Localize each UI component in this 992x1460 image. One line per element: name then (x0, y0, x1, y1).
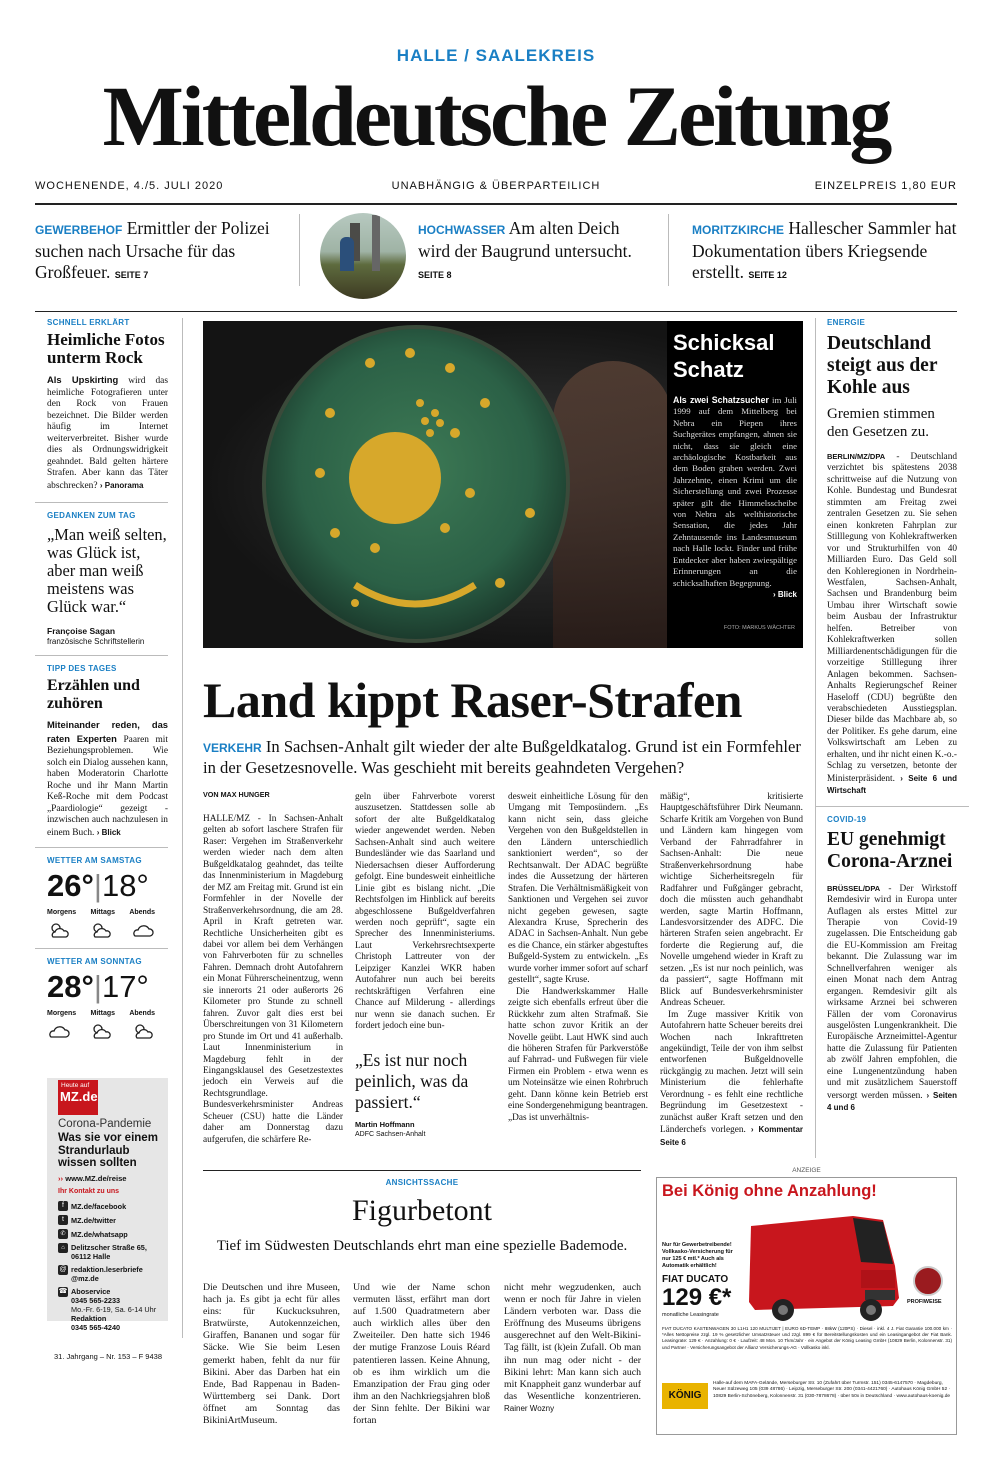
article-col-3: desweit einheitliche Lösung für den Umgang mit Temposündern. „Es kann nicht sein, dass gleiche Vergehen von den Bußgeldstellen in den Ländern unterschiedlich sanktioniert werden“, so der Rechtsanwalt. Der ADAC begrüßte indes die Aussetzung der härteren Strafen. Die Verhältnismäßigkeit von Sanktionen und Vergehen sei zuvor nicht gegeben gewesen, sagte Alexandra Kruse, Sprecherin des ADAC in Sachsen-Anhalt. Nun gebe es die Chance, ein stärker abgestuftes Bußgeld-System zu entwickeln. „Es wurde vorher immer sofort auf scharf gestellt“, sagte Kruse. Die Handwerkskammer Halle zeigte sich ebenfalls erfreut über die Rückkehr zum alten Strafmaß. Sie hatte schon zuvor Kritik an der Novelle geübt. Laut HWK sind auch die höheren Strafen für Parkverstöße auf Fahrrad- und Fußwegen für viele Firmen ein Problem - etwa wenn es um Noteinsätze wie einen Rohrbruch geht. Dann könne kein Betrieb erst eine Sondergenehmigung beantragen. „Das ist unverhältnis- (508, 792, 649, 1123)
teaser-ref: SEITE 7 (114, 270, 149, 280)
temp-low: 18° (101, 868, 149, 903)
contact-title: Ihr Kontakt zu uns (58, 1188, 120, 1195)
contact-abo: ☎ Aboservice 0345 565-2233 Mo.-Fr. 6-19, Sa. 6-14 Uhr Redaktion 0345 565-4240 (58, 1287, 157, 1332)
mail-icon: @ (59, 1266, 67, 1273)
teaser-gewerbehof[interactable] (35, 218, 275, 286)
sun-cloud-icon (131, 1021, 155, 1041)
contact-email[interactable]: @ redaktion.leserbriefe @mz.de (59, 1265, 143, 1283)
sun-cloud-icon (47, 920, 71, 940)
dealer-logo: KÖNIG (662, 1383, 708, 1409)
article-title[interactable]: Deutschland steigt aus der Kohle aus (827, 333, 938, 398)
section-kicker: ENERGIE (827, 318, 866, 327)
section-kicker: GEDANKEN ZUM TAG (47, 511, 136, 520)
dealer-text: Halle-auf dem MAFA-Gelände, Merseburger Str. 10 (Zufahrt über Turmstr. 151) 0345-6147570 · Magdeburg, Neuer Sülzeweg 105 (039 48786) · Leipzig, Merseburger Str. 200 (0341-4421760) · Autohaus König GmbH 52 · 10829 Berlin-Schöneberg, Kolonnenstr. 31 (030-7878678) · über 50x in Deutschland · www.autohaus-koenig.de (713, 1381, 951, 1399)
cloud-icon (47, 1021, 71, 1041)
newspaper-title[interactable]: Mitteldeutsche Zeitung (102, 68, 890, 164)
ad-model: FIAT DUCATO (662, 1274, 729, 1285)
ad-label: ANZEIGE (656, 1167, 957, 1174)
photo-box-text: Als zwei Schatzsucher im Juli 1999 auf dem Mittelberg bei Nebra ein Piepen ihres Suchgerätes empfangen, ahnen sie nicht, dass sie gleich eine archäologische Kostbarkeit aus dem Boden graben werden. Zwei Jahrzehnte, einen Krimi um die Sicherstellung und zwei Prozesse später gilt die Himmelsscheibe von Nebra als welthistorische Sensation, die jedes Jahr Zehntausende ins Landesmuseum nach Halle lockt. Finder und frühe Entdecker aber haben zwiespältige Erinnerungen an die schicksalhaften Begegnung. › Blick (673, 395, 798, 599)
sun-cloud-icon (89, 1021, 113, 1041)
advertisement[interactable] (656, 1177, 957, 1435)
ad-specs: FIAT DUCATO KASTENWAGEN 30 L1H1 120 MULTIJET | EURO 6D-TEMP · 88kW (120PS) · Diesel · inkl. 4 J. Fiat Garantie 100.000 km · *Alles Nettopreise zzgl. 19 % gesetzlicher Umsatzsteuer und zzgl. 899 € für Bereitstellungskosten und ein Leasingangebot der Fiat Bank. Leasingrate: 129 € · Anzahlung: 0 € · Laufzeit: 48 Mon. 10 Tkm/Jahr · ein Angebot der König Leasing GmbH (10829 Berlin, Kolonnenstr. 31) und Partner · Versicherungsangebot der Allianz Versicherungs-AG · Vollkasko inkl. (662, 1326, 952, 1350)
article-deck: Tief im Südwesten Deutschlands ehrt man eine spezielle Bademode. (216, 1238, 628, 1254)
facebook-icon: f (58, 1201, 68, 1211)
promo-link[interactable]: ›› www.MZ.de/reise (58, 1174, 127, 1183)
article-col-4: mäßig“, kritisierte Hauptgeschäftsführer Dirk Neumann. Scharfe Kritik am Vorgehen von Bund und Ländern kam hingegen vom Verband der Fahrradfahrer in Sachsen-Anhalt: Die neue Straßenverkehrsordnung habe wichtige Sicherheitsregeln für Radfahrer und Fußgänger gebracht, doch die müssten auch gehandhabt werden, sagte Martin Hoffmann, Landesvorsitzender des ADFC. Die härteren Strafen seien angebracht. Er forderte die Regierung auf, die Novelle umgehend wieder in Kraft zu setzen. „Es ist nur noch peinlich, was da passiert“, sagte Hoffmann mit Blick auf Bundesverkehrsminister Andreas Scheuer. Im Zuge massiver Kritik von Autofahrern hatte Scheuer bereits drei Wochen nach Inkrafttreten angekündigt, Teile der von ihm selbst entworfenen Bußgeldnovelle rückgängig zu machen. Jetzt will sein Ministerium die fehlerhafte Verordnung - es fehlt eine rechtliche Begründung im Gesetzestext - zunächst außer Kraft setzen und den Länderchefs vorlegen. › Kommentar Seite 6 (660, 792, 803, 1147)
teaser-ref: SEITE 8 (418, 270, 452, 280)
article-title[interactable]: Figurbetont (352, 1194, 492, 1227)
section-kicker: ANSICHTSSACHE (385, 1178, 459, 1187)
weather-temps: 26°|18° (47, 868, 149, 903)
main-article (203, 790, 803, 1155)
weather-temps: 28°|17° (47, 969, 149, 1004)
temp-high: 28° (47, 969, 94, 1004)
teaser-kicker: MORITZKIRCHE (692, 223, 784, 237)
article-col-2: Und wie der Name schon vermuten lässt, erfährt man dort auf 1.500 Quadratmetern aber auch wirklich alles über den Zweiteiler. Den hatte sich 1946 der mutige Franzose Louis Réard patentieren lassen. Keine Ahnung, ob es ihm wirklich um die Emanzipation der Frau ging oder ihm an den Nachkriegsjahren bloß der Sinn fehlte. Der Bikini war fortan (353, 1282, 490, 1427)
quote-author: Françoise Sagan (47, 626, 116, 636)
promo-title[interactable]: Was sie vor einem Strandurlaub wissen sollten (58, 1132, 158, 1169)
photo-box-title: Schicksal Schatz (673, 330, 775, 382)
edition-date: WOCHENENDE, 4./5. JULI 2020 (35, 180, 224, 192)
article-col-1: HALLE/MZ - In Sachsen-Anhalt gelten ab sofort laschere Strafen für Raser: Vergehen im Straßenverkehr werden wieder nach dem alten Bußgeldkatalog geahndet, das teilte das Innenministerium in Magdeburg der MZ am Freitag mit. Grund ist ein Formfehler in der Novelle der Straßenverkehrsordnung, die am 28. April in Kraft getreten war. Rechtliche Unsicherheiten gibt es dabei vor allem bei dem Verhängen von Fahrverboten für zu schnelles Fahren. Demnach droht Autofahrern ein Monat Führerscheinentzug, wenn sie innerorts 21 oder außerorts 26 Kilometer pro Stunde zu schnell fahren. Zuvor galt dies erst bei Überschreitungen von 31 Kilometern pro Stunde im Ort und 41 außerhalb. Laut Innenministerium in Magdeburg fehlt in der Eingangsklausel des Gesetzestextes jedoch ein Verweis auf die Rechtsgrundlage. Bundesverkehrsminister Andreas Scheuer (CSU) hatte die Länder daher am Donnerstag dazu aufgerufen, die schärfere Re- (203, 814, 343, 1145)
article-title[interactable]: EU genehmigt Corona-Arznei (827, 828, 953, 872)
temp-high: 26° (47, 868, 94, 903)
promo-box[interactable] (47, 1078, 168, 1332)
left-column: SCHNELL ERKLÄRT Heimliche Fotos unterm Rock Als Upskirting wird das heimliche Fotografieren unter den Rock von Frauen bezeichnet. Die Bilder werden häufig im Internet weiterverbreitet. Bisher wurde dies als Ordnungswidrigkeit geahndet. Bald gelten härtere Strafen. Aber kann das Täter abschrecken? › Panorama GEDANKEN ZUM TAG „Man weiß selten, was Glück ist, aber man weiß meistens was Glück war.“ Françoise Sagan französische Schriftstellerin TIPP DES TAGES Erzählen und zuhören Miteinander reden, das raten Experten Paaren mit Beziehungsproblemen. Wie solch ein Dialog aussehen kann, haben Moderatorin Charlotte Roche und ihr Mann Martin Keß-Roche mit dem Podcast „Paardiologie“ gezeigt - inzwischen auch nachzulesen in einem Buch. › Blick WETTER AM SAMSTAG 26°|18° Morgens Mittags Abends WETTER AM SONNTAG 28°|17° Morgens Mittags Abends (35, 318, 168, 1041)
article-deck: Gremien stimmen den Gesetzen zu. (827, 406, 935, 440)
weather-kicker: WETTER AM SAMSTAG (47, 856, 142, 865)
bottom-rule (203, 1170, 641, 1171)
section-kicker: COVID-19 (827, 814, 867, 824)
teaser-divider (668, 214, 669, 286)
contact-facebook[interactable]: f MZ.de/facebook (58, 1201, 166, 1211)
pull-quote: „Es ist nur noch peinlich, was da passiert.“ Martin Hoffmann ADFC Sachsen-Anhalt (355, 1050, 469, 1138)
contact-address: ⌂ Delitzscher Straße 65, 06112 Halle (58, 1243, 166, 1261)
article-body: BRÜSSEL/DPA - Der Wirkstoff Remdesivir wird in Europa unter Auflagen als erstes Mittel zur Therapie von Covid-19 zugelassen. Die Entscheidung gab die EU-Kommission am Freitag bekannt. Die Zulassung war im Schnellverfahren weniger als einen Monat nach dem Antrag ergangen. Remdesivir gilt als wirksame Arznei bei schweren Fällen der vom Coronavirus ausgelösten Lungenkrankheit. Die Europäische Arzneimittel-Agentur hatte die Zulassung für Patienten ab zwölf Jahren empfohlen, die eine Lungenentzündung haben und mit zusätzlichem Sauerstoff versorgt werden müssen. › Seiten 4 und 6 (827, 883, 957, 1113)
main-deck: VERKEHR In Sachsen-Anhalt gilt wieder der alte Bußgeldkatalog. Grund ist ein Formfehler in der Gesetzesnovelle. Was geschieht mit bereits geahndeten Vergehen? (203, 737, 801, 777)
byline: VON MAX HUNGER (203, 790, 270, 799)
section-kicker: TIPP DES TAGES (47, 664, 117, 673)
article-col-1: Die Deutschen und ihre Museen, hach ja. Es gibt ja echt für alles eins: für Kuckucksuhren, Bratwürste, Autokennzeichen, Giraffen, Bananen und sogar für Säcke. Wie Sie beim Lesen gemerkt haben, fehlt da nur für Bikini. Aber das Darben hat ein Ende, Bad Rappenau in Baden-Württemberg sei Dank. Dort öffnet am Sonntag das BikiniArtMuseum. (203, 1282, 340, 1427)
article-col-3: nicht mehr wegzudenken, auch wenn er noch für Jahre in vielen Ländern verboten war. Dass die Eröffnung des Museums übrigens ausgerechnet auf den Welt-Bikini-Tag fällt, ist (k)ein Zufall. Ob man ihn nun mag oder nicht - der Bikini lehrt: Man kann sich auch mit Knappheit ganz wunderbar auf das Wesentliche konzentrieren. Rainer Wozny (504, 1282, 641, 1413)
ad-brand-tag: PROFIWEISE (907, 1299, 942, 1305)
sun-cloud-icon (89, 920, 113, 940)
sky-disc-photo[interactable] (203, 321, 803, 648)
ad-small: Nur für Gewerbetreibende! Vollkasko-Versicherung für nur 125 € mtl.* Auch als Automatik erhältlich! (662, 1242, 733, 1269)
article-body: BERLIN/MZ/DPA - Deutschland verzichtet bis spätestens 2038 schrittweise auf die Nutzung von Kohle. Bundestag und Bundesrat stimmten am Freitag zwei zentralen Gesetzen zu. Sie sehen einen konkreten Fahrplan zur Stilllegung von Kohlekraftwerken vor und Strukturhilfen von 40 Milliarden Euro. Das Geld soll den Kohleregionen in Nordrhein-Westfalen, Sachsen-Anhalt, Sachsen und Brandenburg beim Umbau ihrer Wirtschaft sowie beim Ausbau der Infrastruktur helfen. Betreiber von Kohlekraftwerken sollen Milliardenentschädigungen für die vorzeitige Stilllegung ihrer Anlagen bekommen. Sachsen-Anhalts Regierungschef Reiner Haseloff (CDU) begrüßte den verabschiedeten Ausstiegsplan. Dieser bilde das Machbare ab, so der Politiker. Es gehe darum, eine Volkswirtschaft am Leben zu erhalten, und ihr nicht einen K.-o.-Schlag zu versetzen, betonte der Ministerpräsident. › Seite 6 und Wirtschaft (827, 452, 957, 796)
whatsapp-icon: ✆ (58, 1229, 68, 1239)
promo-topic: Corona-Pandemie (58, 1118, 152, 1130)
teaser-photo[interactable] (320, 213, 406, 299)
contact-whatsapp[interactable]: ✆ MZ.de/whatsapp (58, 1229, 166, 1239)
twitter-icon: t (58, 1215, 68, 1225)
phone-icon: ☎ (58, 1288, 68, 1295)
teaser-divider (299, 214, 300, 286)
teaser-rule (35, 311, 957, 312)
quote-role: französische Schriftstellerin (47, 637, 145, 646)
article-col-2: geln über Fahrverbote vorerst auszusetzen. Stattdessen solle ab sofort der alte Bußgeldkatalog wieder angewendet werden. Neben Sachsen-Anhalt sind auch weitere Bundesländer wie das Saarland und Niedersachsen dieser Aufforderung gefolgt. Eine bundesweit einheitliche Linie gibt es bislang nicht. „Die Rechtsfolgen im Hinblick auf bereits abgeschlossene Bußgeldverfahren werden noch geprüft“, sagte ein Sprecher des Innenministeriums. Laut Verkehrsrechtsexperte Christoph Lattreuter von der Leipziger Kanzlei WKR haben Autofahrer nun auch bei bereits rechtskräftigen Verfahren eine Chance auf Milderung - allerdings nur wenn sie danach suchen. Er fordert jedoch eine bun- (355, 792, 495, 1032)
van-image (743, 1206, 903, 1324)
teaser-text: Hallescher Sammler hat Dokumentation übers Kriegsende erstellt. (692, 218, 957, 282)
teaser-kicker: GEWERBEHOF (35, 223, 123, 237)
article-title[interactable]: Erzählen und zuhören (47, 677, 140, 712)
nebra-disc (260, 323, 572, 645)
teaser-text: Am alten Deich wird der Baugrund untersucht. (418, 218, 632, 261)
fiat-logo-icon (913, 1266, 943, 1296)
location-icon: ⌂ (58, 1243, 68, 1253)
photo-credit: FOTO: MARKUS WÄCHTER (723, 625, 795, 631)
ad-headline: Bei König ohne Anzahlung! (662, 1182, 877, 1200)
teaser-hochwasser[interactable] (418, 218, 643, 286)
column-divider (815, 318, 816, 1158)
quote-of-day: „Man weiß selten, was Glück ist, aber man weiß meistens was Glück war.“ (47, 525, 167, 616)
promo-brand: MZ.de (60, 1089, 98, 1104)
main-headline[interactable]: Land kippt Raser-Strafen (203, 672, 742, 728)
ad-price: 129 €* (662, 1284, 732, 1311)
right-column (827, 318, 957, 1115)
teaser-moritzkirche[interactable] (692, 218, 957, 286)
weather-kicker: WETTER AM SONNTAG (47, 957, 142, 966)
teaser-text: Ermittler der Polizei suchen nach Ursache für das Großfeuer. (35, 218, 270, 282)
region-label: HALLE / SAALEKREIS (396, 46, 596, 65)
masthead-rule (35, 203, 957, 205)
article-body: Als Upskirting wird das heimliche Fotografieren unter den Rock von Frauen bezeichnet. Die Bilder werden häufig im Internet weiterverbreitet. Bisher wurde dies als Ordnungswidrigkeit geahndet. Bald gelten härtere Strafen. Aber kann das Täter abschrecken? › Panorama (47, 374, 168, 491)
cloud-icon (131, 920, 155, 940)
issue-number: 31. Jahrgang – Nr. 153 – F 9438 (54, 1352, 162, 1361)
teaser-ref: SEITE 12 (748, 270, 787, 280)
kommentar-section (203, 1178, 641, 1427)
price: EINZELPREIS 1,80 EUR (814, 180, 957, 192)
column-divider (182, 318, 183, 1338)
promo-small: Heute auf (61, 1082, 90, 1089)
temp-low: 17° (101, 969, 149, 1004)
section-kicker: SCHNELL ERKLÄRT (47, 318, 130, 327)
contact-twitter[interactable]: t MZ.de/twitter (58, 1215, 166, 1225)
motto: UNABHÄNGIG & ÜBERPARTEILICH (391, 180, 601, 192)
ad-rate: monatliche Leasingrate (662, 1312, 719, 1318)
teaser-kicker: HOCHWASSER (418, 223, 506, 237)
article-title[interactable]: Heimliche Fotos unterm Rock (47, 330, 165, 367)
article-body: Miteinander reden, das raten Experten Paaren mit Beziehungsproblemen. Wie solch ein Dialog aussehen kann, haben Moderatorin Charlotte Roche und ihr Mann Martin Keß-Roche mit dem Podcast „Paardiologie“ gezeigt - inzwischen auch nachzulesen in einem Buch. › Blick (47, 719, 169, 838)
